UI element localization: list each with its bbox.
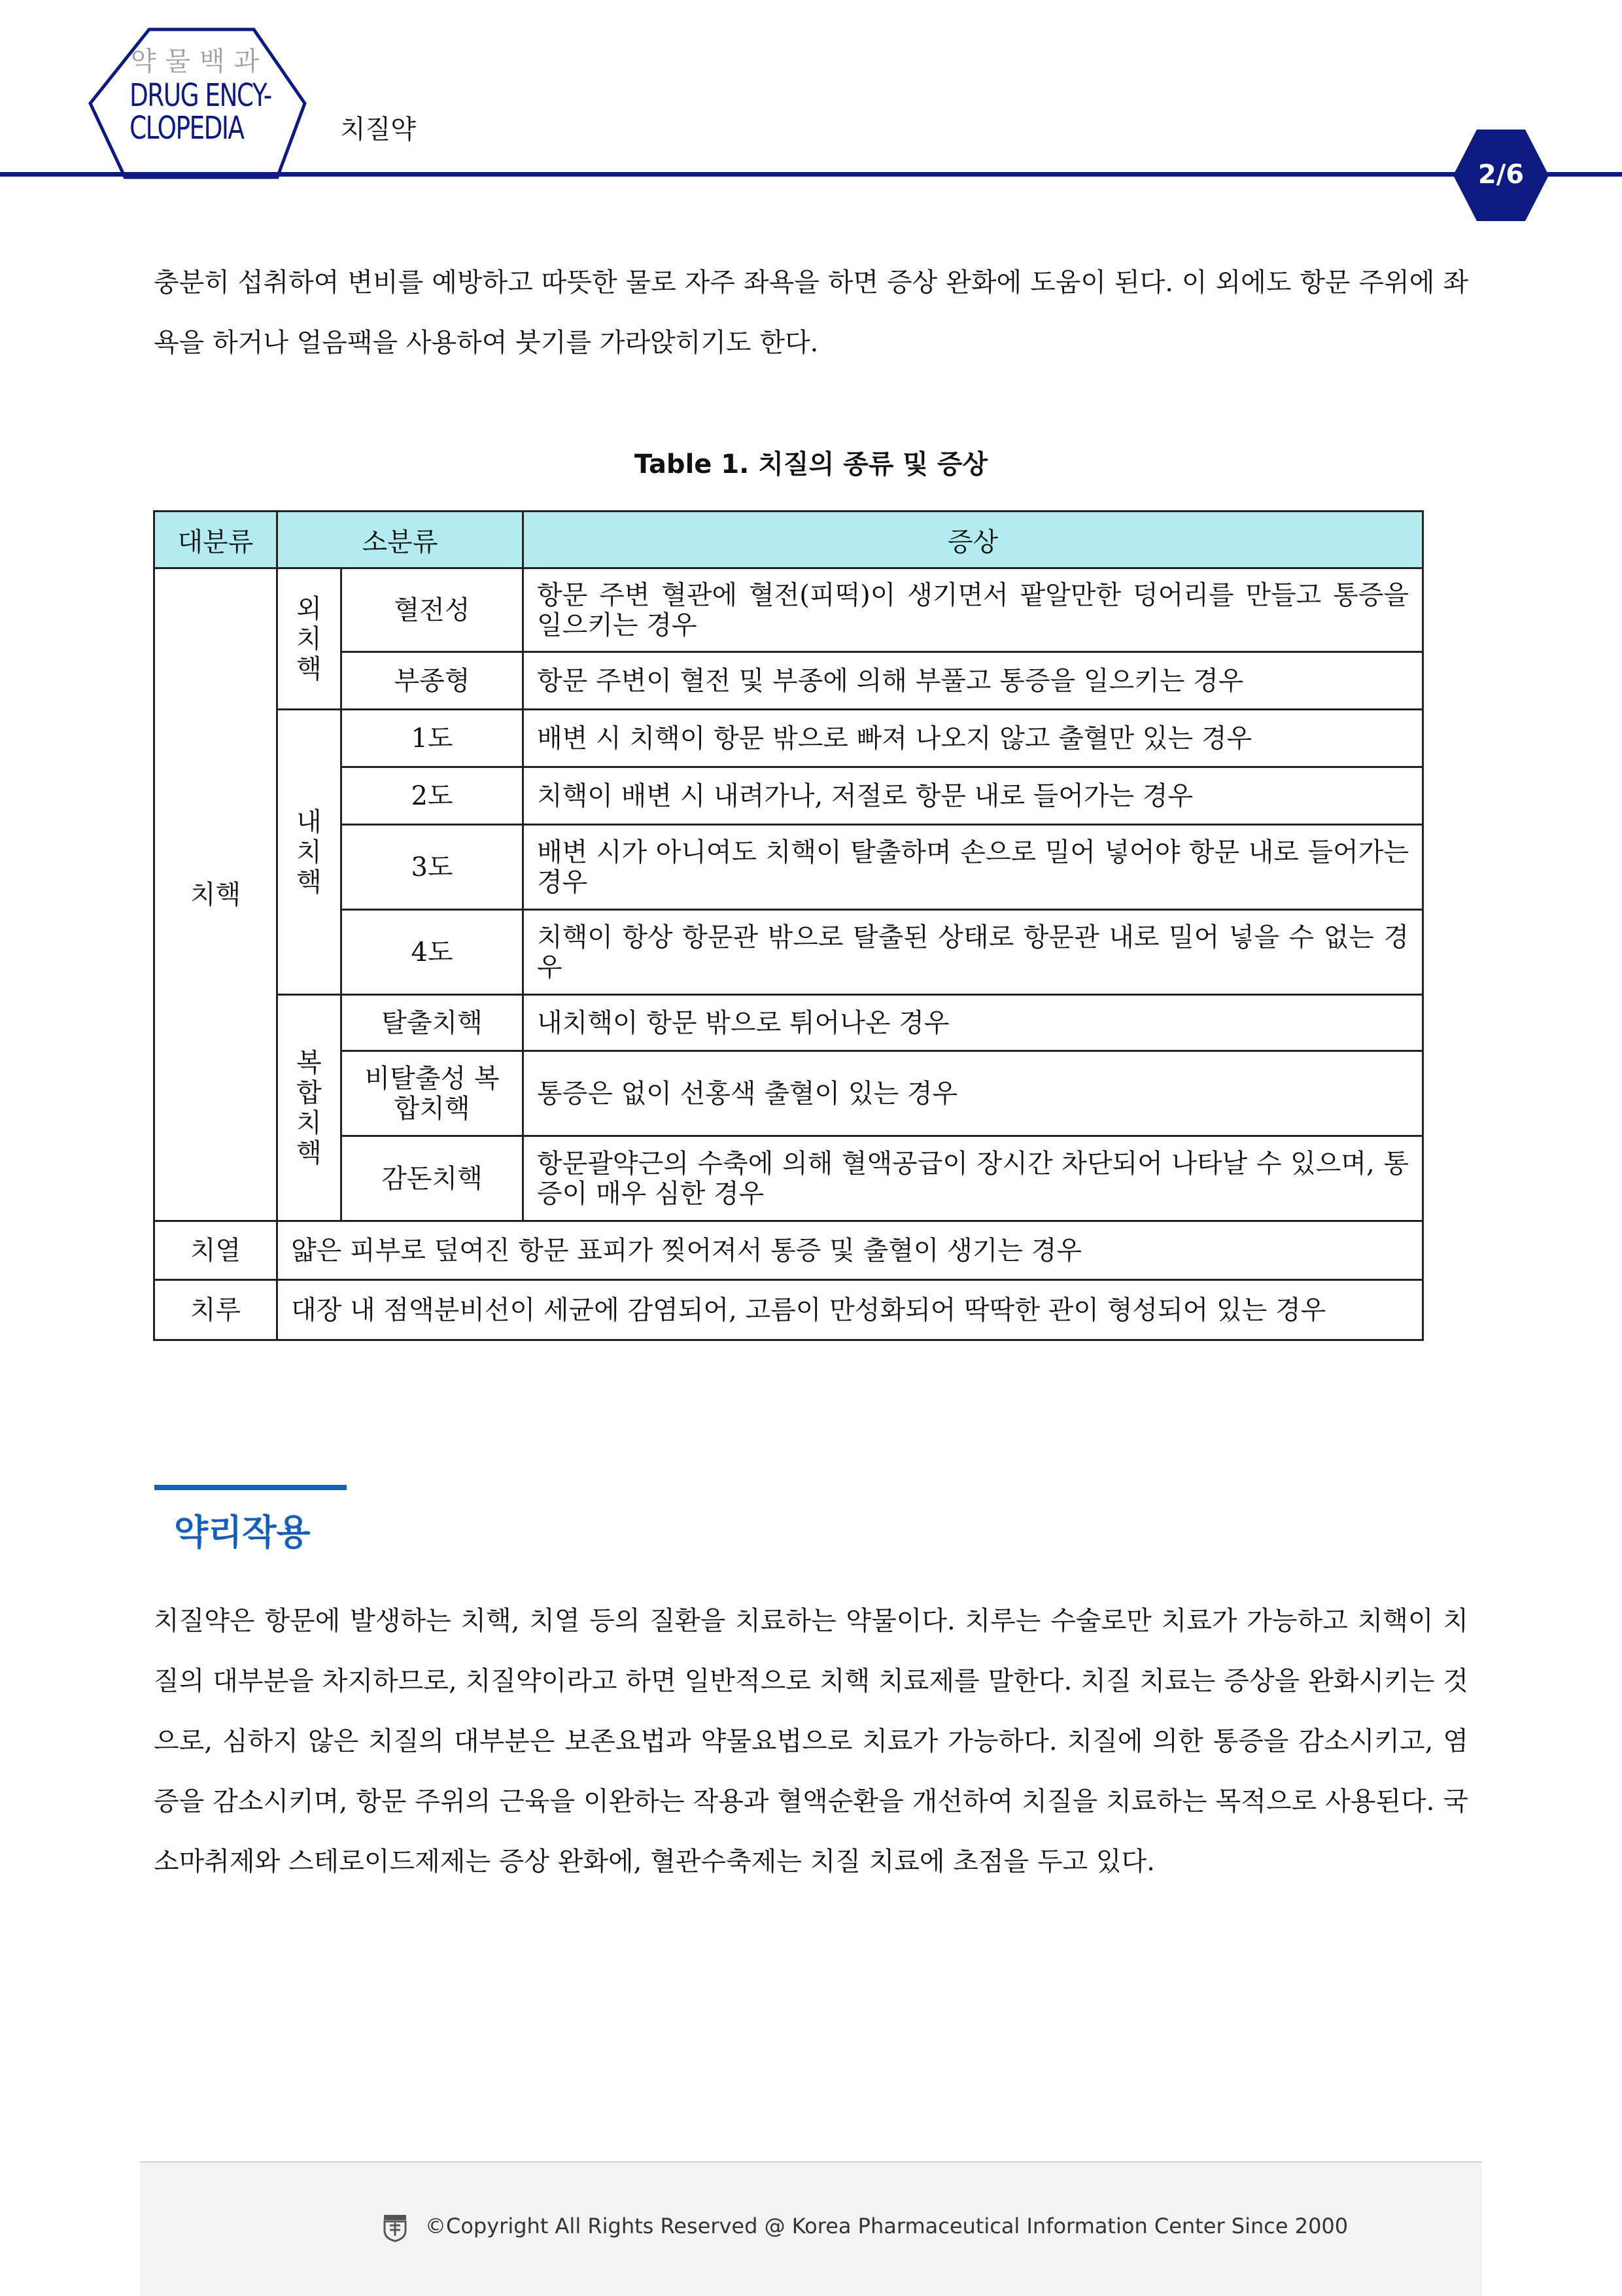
header-divider	[0, 172, 1622, 177]
table-row	[154, 1280, 1423, 1340]
group-external	[277, 568, 341, 710]
logo-english-line2: CLOPEDIA	[129, 110, 244, 147]
pharmacology-paragraph: 치질약은 항문에 발생하는 치핵, 치열 등의 질환을 치료하는 약물이다. 치루는 수술로만 치료가 가능하고 치핵이 치질의 대부분을 차지하므로, 치질약이라고 하면 일반적으로 치핵 치료제를 말한다. 치질 치료는 증상을 완화시키는 것으로, 심하지 않은 치질의 대부분은 보존요법과 약물요법으로 치료가 가능하다. 치질에 의한 통증을 감소시키고, 염증을 감소시키며, 항문 주위의 근육을 이완하는 작용과 혈액순환을 개선하여 치질을 치료하는 목적으로 사용된다. 국소마취제와 스테로이드제제는 증상 완화에, 혈관수축제는 치질 치료에 초점을 두고 있다.	[154, 1606, 1468, 1877]
header-major: 대분류	[154, 512, 277, 568]
table-row	[154, 710, 1423, 767]
major-fissure: 치열	[154, 1221, 277, 1280]
emblem-icon	[382, 2214, 408, 2242]
type-cell: 4도	[341, 910, 523, 995]
symptom-cell: 내치핵이 항문 밖으로 튀어나온 경우	[523, 995, 1423, 1051]
symptom-cell: 배변 시가 아니여도 치핵이 탈출하며 손으로 밀어 넣어야 항문 내로 들어가는 경우	[523, 825, 1423, 910]
table-row	[154, 1136, 1423, 1221]
table-row	[154, 825, 1423, 910]
type-cell: 3도	[341, 825, 523, 910]
table-row	[154, 652, 1423, 710]
header-symptom: 증상	[523, 512, 1423, 568]
section-title: 약리작용	[174, 1512, 311, 1553]
table-row	[154, 995, 1423, 1051]
symptom-cell: 치핵이 배변 시 내려가나, 저절로 항문 내로 들어가는 경우	[523, 767, 1423, 825]
type-cell: 비탈출성 복합치핵	[341, 1051, 523, 1136]
symptom-cell: 얇은 피부로 덮여진 항문 표피가 찢어져서 통증 및 출혈이 생기는 경우	[277, 1221, 1423, 1280]
table-header-row	[154, 512, 1423, 568]
symptom-cell: 통증은 없이 선홍색 출혈이 있는 경우	[523, 1051, 1423, 1136]
table-row	[154, 767, 1423, 825]
group-mixed	[277, 995, 341, 1221]
major-fistula: 치루	[154, 1280, 277, 1340]
table-row	[154, 1051, 1423, 1136]
type-cell: 부종형	[341, 652, 523, 710]
group-internal-label: 내치핵	[296, 807, 322, 897]
logo-english-line1: DRUG ENCY-	[129, 77, 271, 114]
table-row	[154, 568, 1423, 652]
table-row	[154, 910, 1423, 995]
type-cell: 2도	[341, 767, 523, 825]
copyright-text: ©Copyright All Rights Reserved @ Korea Pharmaceutical Information Center Since 2000	[425, 2214, 1349, 2238]
section-accent-bar	[154, 1485, 347, 1490]
symptom-cell: 항문괄약근의 수축에 의해 혈액공급이 장시간 차단되어 나타날 수 있으며, 통증이 매우 심한 경우	[523, 1136, 1423, 1221]
type-cell: 혈전성	[341, 568, 523, 652]
type-cell: 감돈치핵	[341, 1136, 523, 1221]
table-row	[154, 1221, 1423, 1280]
group-internal	[277, 710, 341, 995]
document-title: 치질약	[340, 114, 416, 145]
group-external-label: 외치핵	[296, 593, 322, 684]
type-cell: 1도	[341, 710, 523, 767]
symptom-cell: 배변 시 치핵이 항문 밖으로 빠져 나오지 않고 출혈만 있는 경우	[523, 710, 1423, 767]
hemorrhoid-types-table	[153, 510, 1424, 1341]
header-minor: 소분류	[277, 512, 523, 568]
symptom-cell: 항문 주변 혈관에 혈전(피떡)이 생기면서 팥알만한 덩어리를 만들고 통증을 일으키는 경우	[523, 568, 1423, 652]
table-caption: Table 1. 치질의 종류 및 증상	[634, 449, 988, 479]
type-cell: 탈출치핵	[341, 995, 523, 1051]
symptom-cell: 대장 내 점액분비선이 세균에 감염되어, 고름이 만성화되어 딱딱한 관이 형성되어 있는 경우	[277, 1280, 1423, 1340]
symptom-cell: 치핵이 항상 항문관 밖으로 탈출된 상태로 항문관 내로 밀어 넣을 수 없는 경우	[523, 910, 1423, 995]
logo-korean-text: 약물백과	[130, 46, 269, 77]
group-mixed-label: 복합치핵	[296, 1047, 322, 1168]
page-indicator: 2/6	[1477, 160, 1525, 190]
intro-paragraph: 충분히 섭취하여 변비를 예방하고 따뜻한 물로 자주 좌욕을 하면 증상 완화에 도움이 된다. 이 외에도 항문 주위에 좌욕을 하거나 얼음팩을 사용하여 붓기를 가라앉히기도 한다.	[154, 268, 1468, 358]
symptom-cell: 항문 주변이 혈전 및 부종에 의해 부풀고 통증을 일으키는 경우	[523, 652, 1423, 710]
major-hemorrhoid: 치핵	[154, 568, 277, 1221]
